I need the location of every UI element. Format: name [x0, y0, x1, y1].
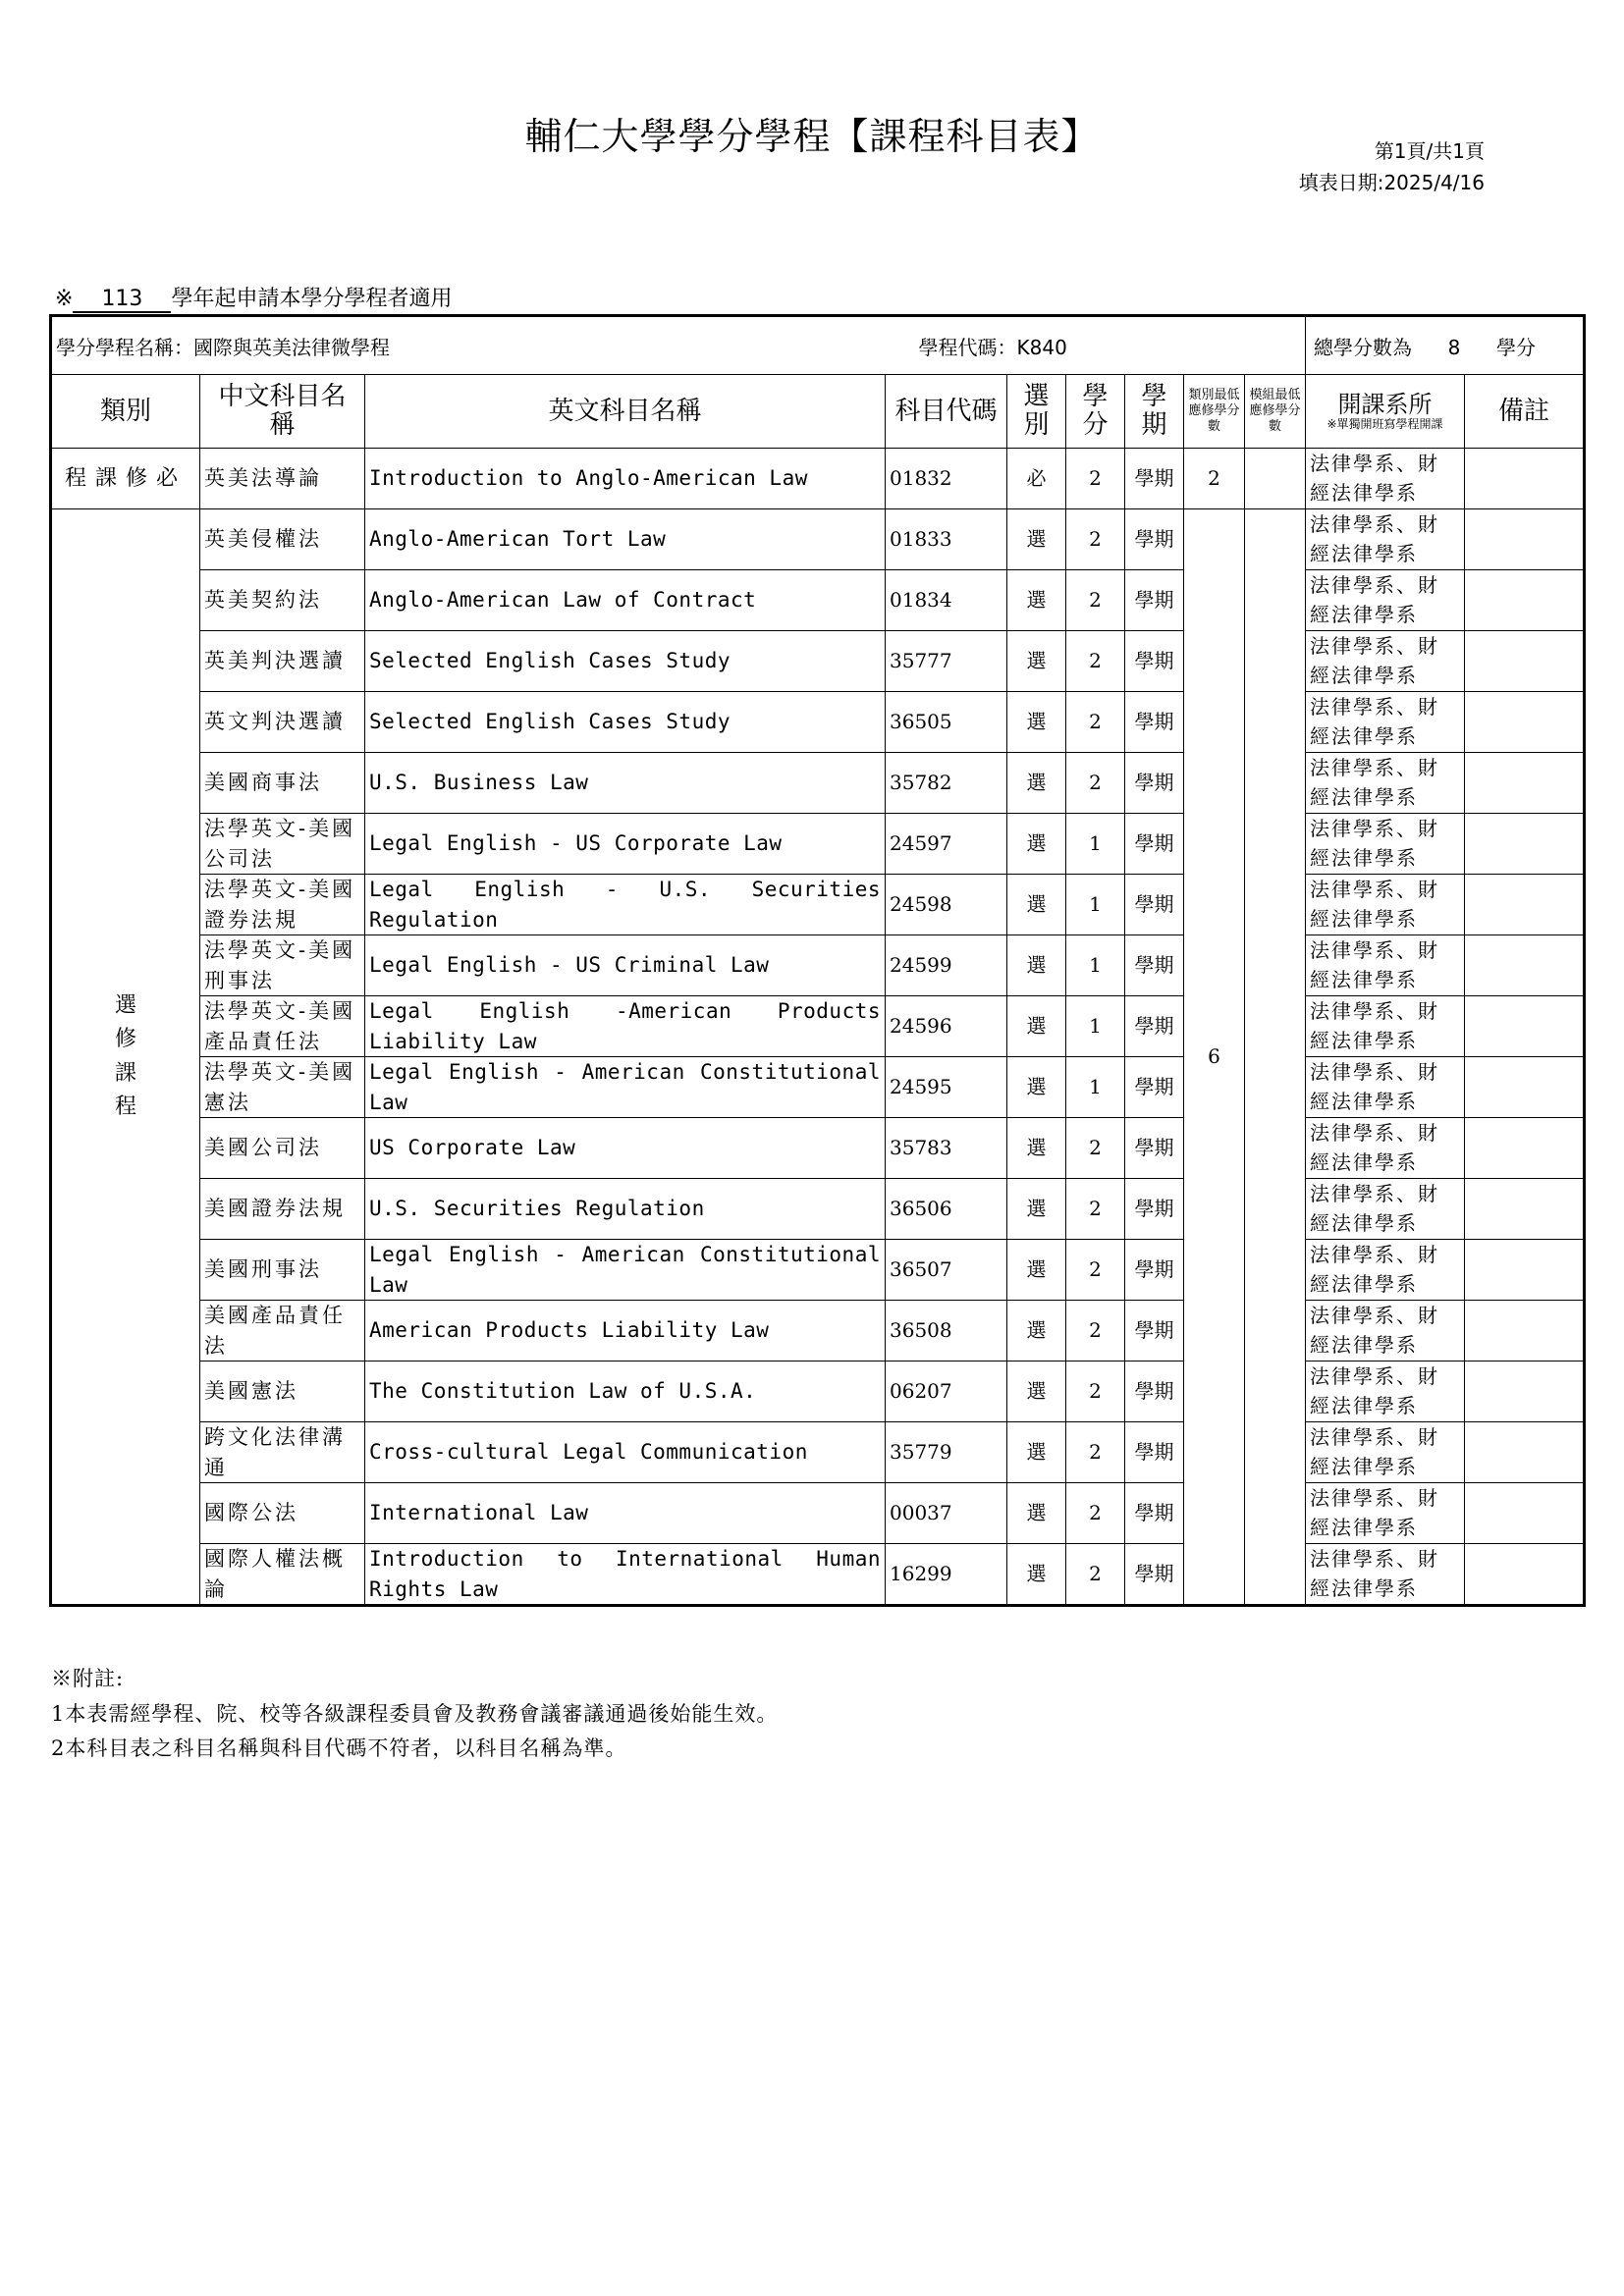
course-term: 學期 — [1125, 1118, 1184, 1179]
course-en-name: Legal English - US Corporate Law — [365, 814, 886, 875]
course-term: 學期 — [1125, 935, 1184, 996]
course-dept: 法律學系、財經法律學系 — [1306, 814, 1465, 875]
course-row — [51, 692, 1585, 753]
course-credit: 1 — [1066, 875, 1125, 935]
category-min-elective: 6 — [1184, 509, 1245, 1606]
course-credit: 1 — [1066, 1057, 1125, 1118]
course-code: 35777 — [886, 631, 1007, 692]
header-dept-label: 開課系所 — [1337, 391, 1433, 419]
course-credit: 2 — [1066, 1544, 1125, 1606]
course-table — [49, 314, 1586, 1607]
applicability-text: 學年起申請本學分學程者適用 — [171, 287, 453, 311]
course-remark — [1465, 875, 1585, 935]
course-dept: 法律學系、財經法律學系 — [1306, 509, 1465, 570]
course-type: 選 — [1007, 1240, 1066, 1301]
course-credit: 2 — [1066, 1362, 1125, 1422]
course-term: 學期 — [1125, 449, 1184, 509]
course-zh-name: 美國證券法規 — [200, 1179, 365, 1240]
course-type: 選 — [1007, 875, 1066, 935]
course-code: 16299 — [886, 1544, 1007, 1606]
course-row — [51, 1483, 1585, 1544]
note-item: 2本科目表之科目名稱與科目代碼不符者，以科目名稱為準。 — [51, 1736, 627, 1761]
course-en-name: Selected English Cases Study — [365, 692, 886, 753]
course-type: 選 — [1007, 1362, 1066, 1422]
course-en-name: International Law — [365, 1483, 886, 1544]
applicability-prefix: ※ — [55, 287, 74, 311]
course-remark — [1465, 1179, 1585, 1240]
document-title: 輔仁大學學分學程【課程科目表】 — [524, 115, 1100, 158]
course-remark — [1465, 692, 1585, 753]
course-en-name: Cross-cultural Legal Communication — [365, 1422, 886, 1483]
course-code: 01834 — [886, 570, 1007, 631]
course-remark — [1465, 1483, 1585, 1544]
course-row — [51, 996, 1585, 1057]
total-credits-label: 總學分數為 — [1314, 335, 1413, 359]
course-zh-name: 英美判決選讀 — [200, 631, 365, 692]
course-remark — [1465, 1118, 1585, 1179]
course-term: 學期 — [1125, 570, 1184, 631]
course-term: 學期 — [1125, 996, 1184, 1057]
course-row — [51, 1240, 1585, 1301]
course-code: 36508 — [886, 1301, 1007, 1362]
course-row — [51, 1057, 1585, 1118]
course-term: 學期 — [1125, 1179, 1184, 1240]
total-credits — [1306, 316, 1585, 375]
course-row — [51, 1362, 1585, 1422]
course-type: 選 — [1007, 935, 1066, 996]
category-elective-char: 修 — [114, 1027, 136, 1052]
course-code: 24599 — [886, 935, 1007, 996]
course-dept: 法律學系、財經法律學系 — [1306, 570, 1465, 631]
header-module-min: 模組最低應修學分數 — [1245, 375, 1306, 449]
course-credit: 2 — [1066, 1118, 1125, 1179]
course-term: 學期 — [1125, 1362, 1184, 1422]
course-code: 24595 — [886, 1057, 1007, 1118]
course-remark — [1465, 1057, 1585, 1118]
course-row — [51, 1118, 1585, 1179]
course-remark — [1465, 1544, 1585, 1606]
course-en-name: American Products Liability Law — [365, 1301, 886, 1362]
course-row — [51, 570, 1585, 631]
course-zh-name: 法學英文-美國刑事法 — [200, 935, 365, 996]
course-type: 選 — [1007, 631, 1066, 692]
course-zh-name: 法學英文-美國憲法 — [200, 1057, 365, 1118]
course-zh-name: 英美法導論 — [200, 449, 365, 509]
course-credit: 2 — [1066, 449, 1125, 509]
course-term: 學期 — [1125, 753, 1184, 814]
course-dept: 法律學系、財經法律學系 — [1306, 935, 1465, 996]
header-dept — [1306, 375, 1465, 449]
course-row — [51, 935, 1585, 996]
course-credit: 1 — [1066, 935, 1125, 996]
course-term: 學期 — [1125, 1483, 1184, 1544]
course-code: 36505 — [886, 692, 1007, 753]
course-credit: 2 — [1066, 1179, 1125, 1240]
course-term: 學期 — [1125, 692, 1184, 753]
course-en-name: Anglo-American Tort Law — [365, 509, 886, 570]
course-row — [51, 1179, 1585, 1240]
course-remark — [1465, 935, 1585, 996]
course-remark — [1465, 570, 1585, 631]
course-en-name: The Constitution Law of U.S.A. — [365, 1362, 886, 1422]
course-zh-name: 美國憲法 — [200, 1362, 365, 1422]
course-zh-name: 美國商事法 — [200, 753, 365, 814]
course-credit: 2 — [1066, 1422, 1125, 1483]
course-zh-name: 國際公法 — [200, 1483, 365, 1544]
course-code: 01833 — [886, 509, 1007, 570]
course-code: 24597 — [886, 814, 1007, 875]
course-en-name: Selected English Cases Study — [365, 631, 886, 692]
course-type: 選 — [1007, 570, 1066, 631]
course-zh-name: 法學英文-美國產品責任法 — [200, 996, 365, 1057]
course-dept: 法律學系、財經法律學系 — [1306, 1240, 1465, 1301]
course-row — [51, 509, 1585, 570]
course-dept: 法律學系、財經法律學系 — [1306, 1362, 1465, 1422]
course-row — [51, 449, 1585, 509]
category-elective-char: 程 — [114, 1094, 136, 1119]
applicable-year: 113 — [73, 287, 171, 313]
header-category-min: 類別最低應修學分數 — [1184, 375, 1245, 449]
course-type: 選 — [1007, 1544, 1066, 1606]
total-credits-value: 8 — [1447, 335, 1461, 359]
footnotes — [51, 1662, 778, 1767]
course-type: 選 — [1007, 1422, 1066, 1483]
program-code: 學程代碼：K840 — [918, 335, 1067, 359]
course-dept: 法律學系、財經法律學系 — [1306, 1422, 1465, 1483]
course-code: 35783 — [886, 1118, 1007, 1179]
course-dept: 法律學系、財經法律學系 — [1306, 692, 1465, 753]
course-remark — [1465, 509, 1585, 570]
course-type: 選 — [1007, 1179, 1066, 1240]
header-credit: 學分 — [1066, 375, 1125, 449]
course-dept: 法律學系、財經法律學系 — [1306, 996, 1465, 1057]
note-item: 1本表需經學程、院、校等各級課程委員會及教務會議審議通過後始能生效。 — [51, 1701, 779, 1726]
course-en-name: Legal English -American Products Liability Law — [365, 996, 886, 1057]
course-zh-name: 美國產品責任法 — [200, 1301, 365, 1362]
header-remark: 備註 — [1465, 375, 1585, 449]
course-en-name: Legal English - U.S. Securities Regulation — [365, 875, 886, 935]
course-code: 36507 — [886, 1240, 1007, 1301]
course-en-name: Legal English - US Criminal Law — [365, 935, 886, 996]
course-row — [51, 753, 1585, 814]
course-dept: 法律學系、財經法律學系 — [1306, 1544, 1465, 1606]
total-credits-unit: 學分 — [1496, 335, 1537, 359]
course-code: 36506 — [886, 1179, 1007, 1240]
category-elective-char: 課 — [114, 1060, 136, 1086]
category-elective — [51, 509, 200, 1606]
course-row — [51, 1301, 1585, 1362]
fill-date: 填表日期:2025/4/16 — [1298, 171, 1485, 194]
header-type: 選別 — [1007, 375, 1066, 449]
course-type: 選 — [1007, 509, 1066, 570]
category-elective-char: 選 — [114, 993, 136, 1019]
applicability-note — [55, 282, 452, 313]
course-type: 必 — [1007, 449, 1066, 509]
course-term: 學期 — [1125, 1422, 1184, 1483]
course-dept: 法律學系、財經法律學系 — [1306, 875, 1465, 935]
course-remark — [1465, 631, 1585, 692]
header-zh-name: 中文科目名稱 — [200, 375, 365, 449]
course-code: 24598 — [886, 875, 1007, 935]
course-en-name: Legal English - American Constitutional Law — [365, 1057, 886, 1118]
course-en-name: Introduction to Anglo-American Law — [365, 449, 886, 509]
course-row — [51, 875, 1585, 935]
course-zh-name: 英美契約法 — [200, 570, 365, 631]
course-en-name: Legal English - American Constitutional Law — [365, 1240, 886, 1301]
course-zh-name: 跨文化法律溝通 — [200, 1422, 365, 1483]
header-row — [51, 375, 1585, 449]
course-dept: 法律學系、財經法律學系 — [1306, 449, 1465, 509]
course-term: 學期 — [1125, 875, 1184, 935]
course-credit: 2 — [1066, 1483, 1125, 1544]
course-credit: 2 — [1066, 631, 1125, 692]
course-code: 06207 — [886, 1362, 1007, 1422]
course-row — [51, 631, 1585, 692]
category-min-required: 2 — [1184, 449, 1245, 509]
course-en-name: Anglo-American Law of Contract — [365, 570, 886, 631]
program-name: 學分學程名稱：國際與英美法律微學程 — [51, 316, 1125, 375]
course-en-name: Introduction to International Human Rights Law — [365, 1544, 886, 1606]
course-credit: 1 — [1066, 814, 1125, 875]
course-credit: 2 — [1066, 692, 1125, 753]
course-remark — [1465, 1240, 1585, 1301]
course-term: 學期 — [1125, 509, 1184, 570]
course-zh-name: 法學英文-美國證券法規 — [200, 875, 365, 935]
course-dept: 法律學系、財經法律學系 — [1306, 1057, 1465, 1118]
course-dept: 法律學系、財經法律學系 — [1306, 1301, 1465, 1362]
course-dept: 法律學系、財經法律學系 — [1306, 631, 1465, 692]
course-term: 學期 — [1125, 631, 1184, 692]
module-min-elective — [1245, 509, 1306, 1606]
course-code: 35779 — [886, 1422, 1007, 1483]
notes-heading: ※附註: — [51, 1667, 125, 1690]
course-term: 學期 — [1125, 1544, 1184, 1606]
course-row — [51, 1422, 1585, 1483]
course-code: 24596 — [886, 996, 1007, 1057]
course-type: 選 — [1007, 996, 1066, 1057]
module-min-required — [1245, 449, 1306, 509]
course-type: 選 — [1007, 753, 1066, 814]
course-zh-name: 美國公司法 — [200, 1118, 365, 1179]
course-credit: 1 — [1066, 996, 1125, 1057]
course-credit: 2 — [1066, 1301, 1125, 1362]
course-zh-name: 國際人權法概論 — [200, 1544, 365, 1606]
category-required: 程課修必 — [51, 449, 200, 509]
course-remark — [1465, 996, 1585, 1057]
course-remark — [1465, 1301, 1585, 1362]
course-code: 00037 — [886, 1483, 1007, 1544]
course-dept: 法律學系、財經法律學系 — [1306, 753, 1465, 814]
course-dept: 法律學系、財經法律學系 — [1306, 1179, 1465, 1240]
header-code: 科目代碼 — [886, 375, 1007, 449]
course-type: 選 — [1007, 1057, 1066, 1118]
course-row — [51, 1544, 1585, 1606]
course-remark — [1465, 753, 1585, 814]
header-en-name: 英文科目名稱 — [365, 375, 886, 449]
course-zh-name: 法學英文-美國公司法 — [200, 814, 365, 875]
course-type: 選 — [1007, 1483, 1066, 1544]
course-en-name: U.S. Securities Regulation — [365, 1179, 886, 1240]
course-remark — [1465, 449, 1585, 509]
course-credit: 2 — [1066, 753, 1125, 814]
course-zh-name: 美國刑事法 — [200, 1240, 365, 1301]
header-term: 學期 — [1125, 375, 1184, 449]
course-term: 學期 — [1125, 1301, 1184, 1362]
course-type: 選 — [1007, 692, 1066, 753]
course-remark — [1465, 1422, 1585, 1483]
course-term: 學期 — [1125, 1240, 1184, 1301]
header-category: 類別 — [51, 375, 200, 449]
course-remark — [1465, 814, 1585, 875]
header-dept-note: ※單獨開班寫學程開課 — [1326, 416, 1443, 431]
course-type: 選 — [1007, 1301, 1066, 1362]
course-en-name: US Corporate Law — [365, 1118, 886, 1179]
page-info: 第1頁/共1頁 — [1374, 139, 1485, 163]
course-dept: 法律學系、財經法律學系 — [1306, 1118, 1465, 1179]
course-rows — [51, 449, 1585, 1606]
course-credit: 2 — [1066, 570, 1125, 631]
course-code: 01832 — [886, 449, 1007, 509]
course-type: 選 — [1007, 1118, 1066, 1179]
program-code-cell — [918, 316, 1306, 375]
course-term: 學期 — [1125, 1057, 1184, 1118]
course-row — [51, 814, 1585, 875]
program-info-row — [51, 316, 1585, 375]
course-credit: 2 — [1066, 1240, 1125, 1301]
course-zh-name: 英文判決選讀 — [200, 692, 365, 753]
course-zh-name: 英美侵權法 — [200, 509, 365, 570]
course-en-name: U.S. Business Law — [365, 753, 886, 814]
course-dept: 法律學系、財經法律學系 — [1306, 1483, 1465, 1544]
course-remark — [1465, 1362, 1585, 1422]
course-term: 學期 — [1125, 814, 1184, 875]
course-credit: 2 — [1066, 509, 1125, 570]
course-type: 選 — [1007, 814, 1066, 875]
course-code: 35782 — [886, 753, 1007, 814]
